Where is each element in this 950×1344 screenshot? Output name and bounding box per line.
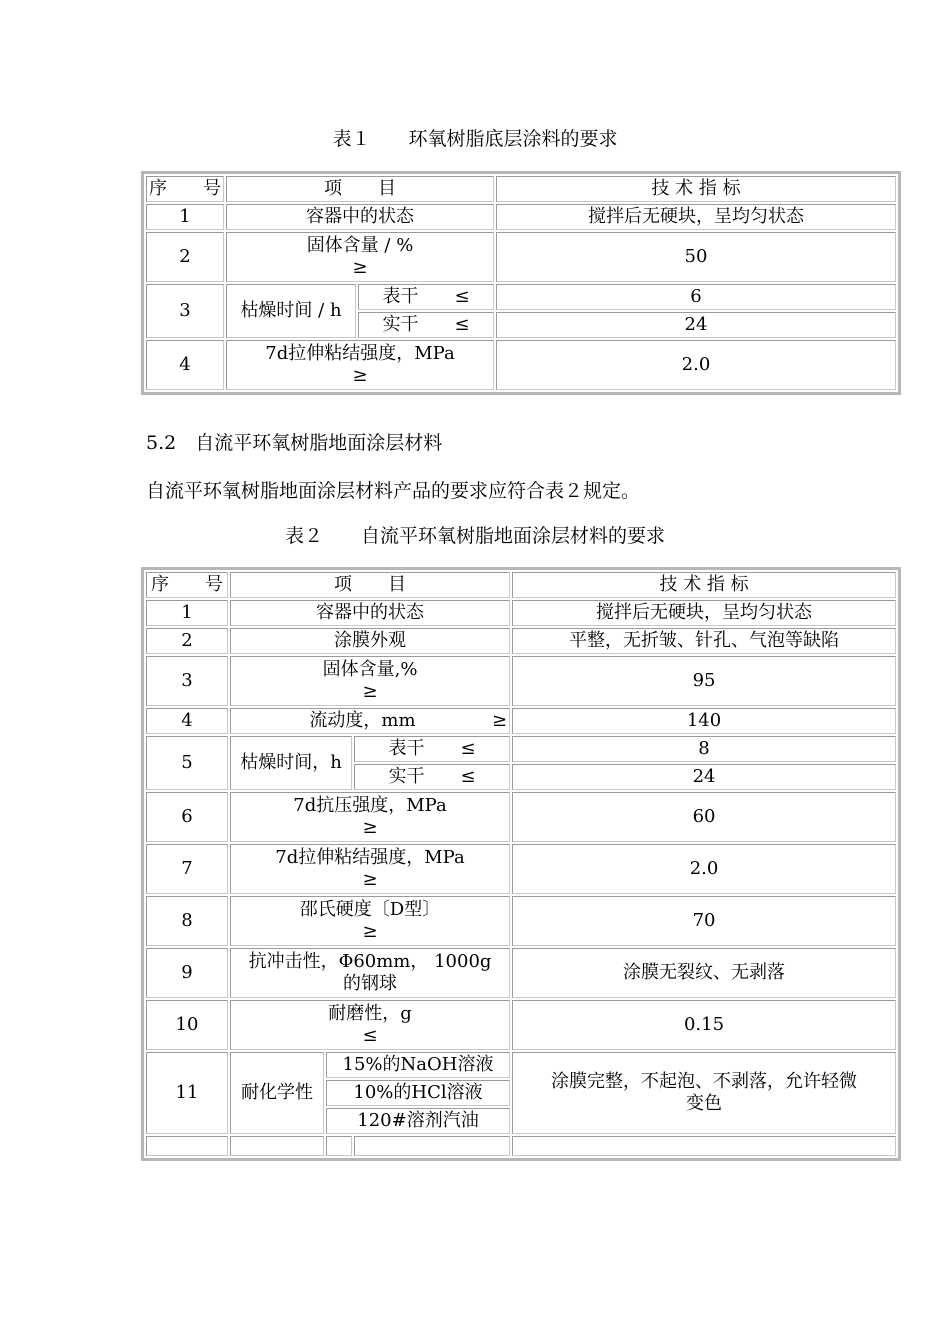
row-item: 耐化学性 xyxy=(230,1052,324,1134)
row-item xyxy=(230,656,510,706)
row-value: 搅拌后无硬块，呈均匀状态 xyxy=(512,600,896,626)
row-seq: 2 xyxy=(146,232,224,282)
item-line1: 7d拉伸粘结强度，MPa xyxy=(265,343,455,364)
section-text: 自流平环氧树脂地面涂层材料产品的要求应符合表２规定。 xyxy=(146,480,641,502)
row-item: 容器中的状态 xyxy=(226,204,494,230)
table1 xyxy=(141,171,901,395)
row-seq: 4 xyxy=(146,708,228,734)
row-value: 140 xyxy=(512,708,896,734)
section-heading: 5.2 自流平环氧树脂地面涂层材料 xyxy=(146,432,443,454)
row-seq: 5 xyxy=(146,736,228,790)
row-subitem: 15%的NaOH溶液 xyxy=(326,1052,510,1078)
row-value: 0.15 xyxy=(512,1000,896,1050)
row-value: 搅拌后无硬块，呈均匀状态 xyxy=(496,204,896,230)
row-item: 枯燥时间，h xyxy=(230,736,352,790)
row-value: 涂膜无裂纹、无剥落 xyxy=(512,948,896,998)
row-seq: 8 xyxy=(146,896,228,946)
item-line2: ≥ xyxy=(362,869,378,890)
empty-cell xyxy=(512,1136,896,1156)
item-line1: 抗冲击性，Φ60mm， 1000g xyxy=(248,951,492,972)
header-index: 技 术 指 标 xyxy=(496,176,896,202)
row-seq: 3 xyxy=(146,656,228,706)
item-line1: 7d拉伸粘结强度，MPa xyxy=(275,847,465,868)
table-row xyxy=(146,204,896,230)
table-row xyxy=(146,340,896,390)
row-value: 平整，无折皱、针孔、气泡等缺陷 xyxy=(512,628,896,654)
row-subitem: 表干 ≤ xyxy=(354,736,510,762)
table1-caption: 表１ 环氧树脂底层涂料的要求 xyxy=(332,128,618,150)
table-row xyxy=(146,736,896,762)
row-item: 容器中的状态 xyxy=(230,600,510,626)
row-seq: 2 xyxy=(146,628,228,654)
row-item xyxy=(230,792,510,842)
item-sign: ≥ xyxy=(491,710,508,731)
row-item: 枯燥时间 / h xyxy=(226,284,356,338)
header-seq: 序 号 xyxy=(146,572,228,598)
row-item xyxy=(230,1000,510,1050)
item-line2: ≥ xyxy=(352,365,368,386)
table2 xyxy=(141,567,901,1161)
table-row xyxy=(146,896,896,946)
empty-cell xyxy=(146,1136,228,1156)
table-row xyxy=(146,628,896,654)
row-item: 涂膜外观 xyxy=(230,628,510,654)
table2-header-row xyxy=(146,572,896,598)
item-line2: ≥ xyxy=(362,681,378,702)
item-line2: ≥ xyxy=(362,817,378,838)
header-seq: 序 号 xyxy=(146,176,224,202)
table2-caption: 表２ 自流平环氧树脂地面涂层材料的要求 xyxy=(284,525,665,547)
empty-cell xyxy=(354,1136,510,1156)
row-seq: 10 xyxy=(146,1000,228,1050)
row-value: 2.0 xyxy=(512,844,896,894)
item-line2: 的钢球 xyxy=(343,973,398,994)
value-line2: 变色 xyxy=(686,1093,723,1114)
row-value: 50 xyxy=(496,232,896,282)
header-item: 项 目 xyxy=(230,572,510,598)
row-value: 2.0 xyxy=(496,340,896,390)
row-value: 95 xyxy=(512,656,896,706)
row-seq: 4 xyxy=(146,340,224,390)
empty-cell xyxy=(326,1136,352,1156)
row-seq: 11 xyxy=(146,1052,228,1134)
table1-header-row xyxy=(146,176,896,202)
row-item xyxy=(230,896,510,946)
value-line1: 涂膜完整，不起泡、不剥落，允许轻微 xyxy=(551,1071,858,1092)
row-item xyxy=(230,708,510,734)
header-item: 项 目 xyxy=(226,176,494,202)
row-value: 70 xyxy=(512,896,896,946)
item-line2: ≥ xyxy=(362,921,378,942)
row-subitem: 120#溶剂汽油 xyxy=(326,1108,510,1134)
table-row xyxy=(146,792,896,842)
table-row xyxy=(146,600,896,626)
row-value: 60 xyxy=(512,792,896,842)
item-line2: ≥ xyxy=(352,257,368,278)
row-seq: 1 xyxy=(146,600,228,626)
empty-cell xyxy=(230,1136,324,1156)
item-line1: 固体含量,% xyxy=(322,659,418,680)
table-row xyxy=(146,656,896,706)
row-value: 24 xyxy=(512,764,896,790)
row-subitem: 表干 ≤ xyxy=(358,284,494,310)
row-value: 8 xyxy=(512,736,896,762)
row-item xyxy=(226,340,494,390)
row-subitem: 10%的HCl溶液 xyxy=(326,1080,510,1106)
row-seq: 9 xyxy=(146,948,228,998)
row-item xyxy=(230,844,510,894)
row-subitem: 实干 ≤ xyxy=(358,312,494,338)
table-row xyxy=(146,708,896,734)
item-line2: ≤ xyxy=(362,1025,378,1046)
row-seq: 3 xyxy=(146,284,224,338)
row-seq: 6 xyxy=(146,792,228,842)
row-seq: 1 xyxy=(146,204,224,230)
header-index: 技 术 指 标 xyxy=(512,572,896,598)
item-line1: 固体含量 / % xyxy=(306,235,414,256)
item-label: 流动度，mm xyxy=(309,710,416,731)
table-row xyxy=(146,1052,896,1078)
table-row xyxy=(146,844,896,894)
row-value: 24 xyxy=(496,312,896,338)
table-row xyxy=(146,948,896,998)
row-value xyxy=(512,1052,896,1134)
row-seq: 7 xyxy=(146,844,228,894)
table-row-empty xyxy=(146,1136,896,1156)
item-line1: 邵氏硬度〔D型〕 xyxy=(299,899,441,920)
item-line1: 耐磨性，g xyxy=(328,1003,412,1024)
row-value: 6 xyxy=(496,284,896,310)
table-row xyxy=(146,232,896,282)
table-row xyxy=(146,1000,896,1050)
item-line1: 7d抗压强度，MPa xyxy=(293,795,447,816)
row-item xyxy=(230,948,510,998)
row-subitem: 实干 ≤ xyxy=(354,764,510,790)
row-item xyxy=(226,232,494,282)
table-row xyxy=(146,284,896,310)
